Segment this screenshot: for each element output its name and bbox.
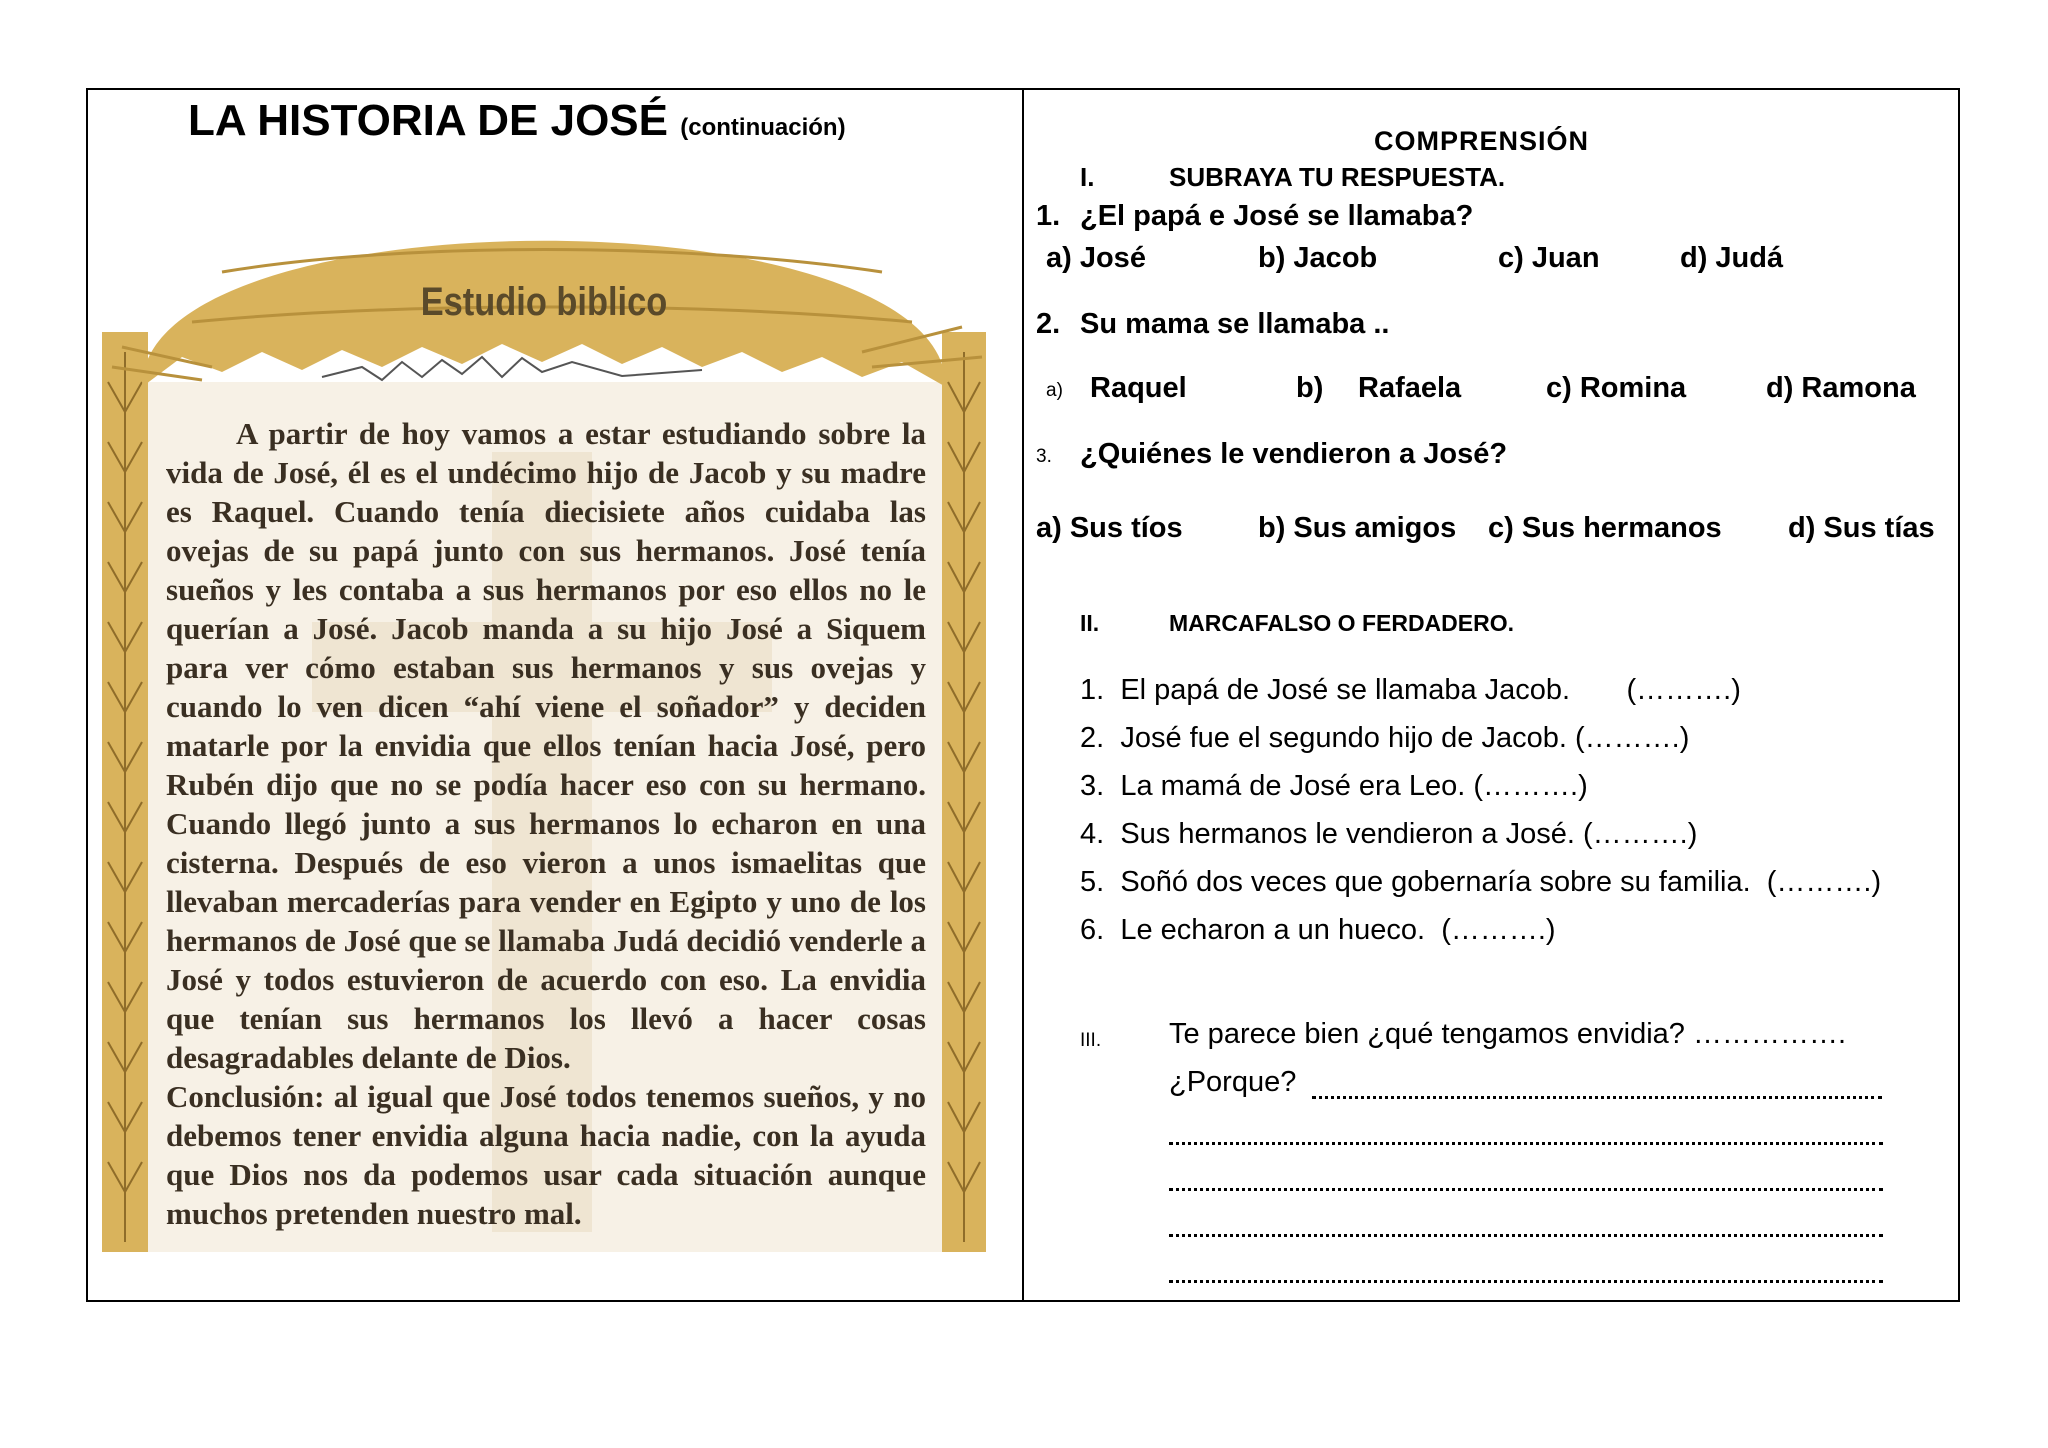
tf-item [1080, 674, 1741, 707]
answer-line[interactable] [1169, 1188, 1883, 1191]
tf-number: 6. [1080, 914, 1105, 946]
tf-text: La mamá de José era Leo. [1120, 770, 1466, 802]
tf-answer-blank[interactable]: (……….) [1574, 722, 1690, 754]
tf-item [1080, 770, 1588, 803]
title-main: LA HISTORIA DE JOSÉ [188, 96, 669, 145]
q1-option-d[interactable]: d) Judá [1680, 242, 1784, 274]
tf-answer-blank[interactable]: (……….) [1473, 770, 1588, 802]
tf-number: 5. [1080, 866, 1105, 898]
tf-answer-blank[interactable]: (……….) [1582, 818, 1698, 850]
q2-option-b[interactable]: Rafaela [1358, 372, 1462, 404]
q2-option-a-letter: a) [1046, 380, 1063, 401]
tf-text: Le echaron a un hueco. [1120, 914, 1426, 946]
panel-heading: Estudio biblico [420, 280, 668, 324]
tf-answer-blank[interactable]: (……….) [1441, 914, 1556, 946]
q1-option-a[interactable]: a) José [1046, 242, 1146, 274]
tf-item [1080, 914, 1556, 947]
page-title [188, 96, 846, 146]
q2-text: Su mama se llamaba .. [1080, 308, 1390, 340]
q3-option-d[interactable]: d) Sus tías [1788, 512, 1935, 544]
tf-number: 4. [1080, 818, 1105, 850]
q3-option-a[interactable]: a) Sus tíos [1036, 512, 1183, 544]
tf-number: 3. [1080, 770, 1105, 802]
q3-option-c[interactable]: c) Sus hermanos [1488, 512, 1722, 544]
section-3-number: III. [1080, 1030, 1102, 1051]
tf-number: 2. [1080, 722, 1105, 754]
q2-option-d[interactable]: d) Ramona [1766, 372, 1916, 404]
tf-item [1080, 866, 1881, 899]
tf-text: José fue el segundo hijo de Jacob. [1120, 722, 1567, 754]
tf-text: El papá de José se llamaba Jacob. [1120, 674, 1571, 706]
tf-answer-blank[interactable]: (……….) [1626, 674, 1741, 706]
answer-line[interactable] [1169, 1142, 1883, 1145]
title-subtitle: (continuación) [680, 114, 846, 141]
section-2-title: MARCAFALSO O FERDADERO. [1169, 610, 1514, 636]
answer-line[interactable] [1312, 1096, 1882, 1099]
q3-option-b[interactable]: b) Sus amigos [1258, 512, 1457, 544]
tf-text: Soñó dos veces que gobernaría sobre su familia. [1120, 866, 1751, 898]
section-3-why: ¿Porque? [1169, 1066, 1297, 1098]
tf-number: 1. [1080, 674, 1105, 706]
q2-option-b-letter: b) [1296, 372, 1324, 404]
section-2-number: II. [1080, 610, 1100, 636]
bible-study-panel [102, 152, 986, 1264]
q2-number: 2. [1036, 308, 1061, 340]
answer-line[interactable] [1169, 1234, 1883, 1237]
questions-column [1024, 90, 1958, 1300]
q1-number: 1. [1036, 200, 1061, 232]
comprehension-heading: COMPRENSIÓN [1374, 126, 1590, 156]
story-text [166, 414, 926, 1233]
q2-option-c[interactable]: c) Romina [1546, 372, 1687, 404]
q1-text: ¿El papá e José se llamaba? [1080, 200, 1474, 232]
worksheet-frame [86, 88, 1960, 1302]
q3-text: ¿Quiénes le vendieron a José? [1080, 438, 1508, 470]
section-1-title: SUBRAYA TU RESPUESTA. [1169, 162, 1506, 192]
q3-number: 3. [1036, 446, 1052, 467]
story-paragraph: A partir de hoy vamos a estar estudiando sobre la vida de José, él es el undécimo hijo de Jacob y su madre es Raquel. Cuando tenía diecisiete años cuidaba las ovejas de su papá junto con sus hermanos. José tenía sueños y les contaba a sus hermanos por eso ellos no le querían a José. Jacob manda a su hijo José a Siquem para ver cómo estaban sus hermanos y sus ovejas y cuando lo ven dicen “ahí viene el soñador” y deciden matarle por la envidia que ellos tenían hacia José, pero Rubén dijo que no se podía hacer eso con su hermano. Cuando llegó junto a sus hermanos lo echaron en una cisterna. Después de eso vieron a unos ismaelitas que llevaban mercaderías para vender en Egipto y uno de los hermanos de José que se llamaba Judá decidió venderle a José y todos estuvieron de acuerdo con eso. La envidia que tenían sus hermanos los llevó a hacer cosas desagradables delante de Dios. [166, 416, 926, 1075]
q1-option-b[interactable]: b) Jacob [1258, 242, 1378, 274]
section-3-question: Te parece bien ¿qué tengamos envidia? ……………. [1169, 1018, 1847, 1050]
q1-option-c[interactable]: c) Juan [1498, 242, 1600, 274]
story-conclusion: Conclusión: al igual que José todos tenemos sueños, y no debemos tener envidia alguna hacia nadie, con la ayuda que Dios nos da podemos usar cada situación aunque muchos pretenden nuestro mal. [166, 1079, 926, 1231]
tf-answer-blank[interactable]: (……….) [1766, 866, 1882, 898]
story-column [88, 90, 1024, 1300]
answer-line[interactable] [1169, 1280, 1883, 1283]
tf-item [1080, 818, 1697, 851]
tf-item [1080, 722, 1689, 755]
tf-text: Sus hermanos le vendieron a José. [1120, 818, 1575, 850]
q2-option-a[interactable]: Raquel [1090, 372, 1187, 404]
section-1-number: I. [1080, 162, 1095, 192]
